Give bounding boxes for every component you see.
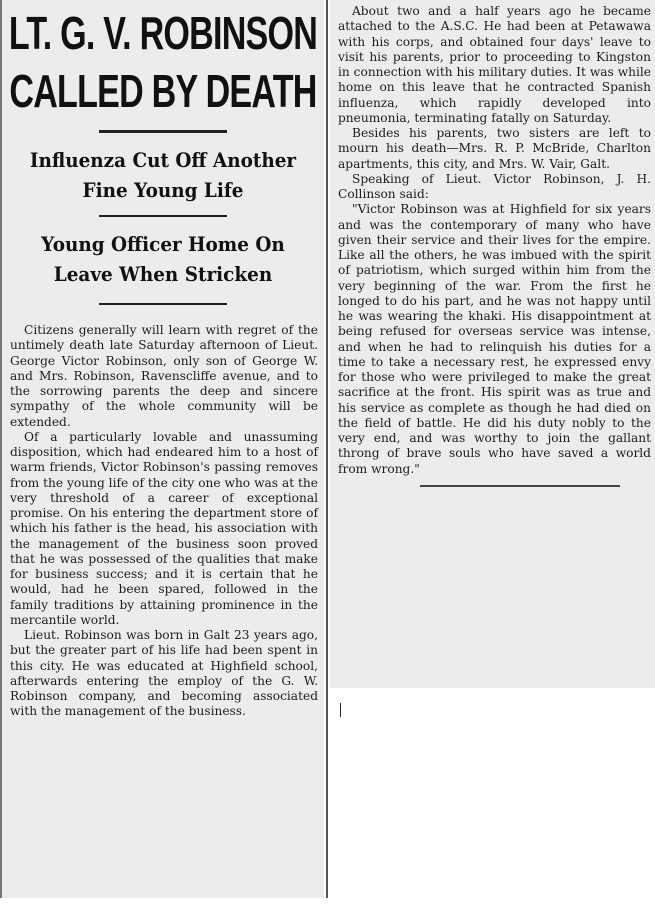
column-rule [326,0,328,898]
right-body [338,4,651,477]
paragraph: Citizens generally will learn with regret of the untimely death late Saturday afternoon of Lieut. George Victor Robinson, only son of George W. and Mrs. Robinson, Ravenscliffe avenue, and to the sorrowing parents the deep and sincere sympathy of the whole community will be extended. [10,323,318,429]
text-cursor-mark [340,703,341,717]
end-rule [420,485,620,487]
right-column [330,0,655,688]
subhead-1: Influenza Cut Off Another Fine Young Life [29,148,297,202]
paragraph: Lieut. Robinson was born in Galt 23 years ago, but the greater part of his life had been spent in this city. He was educated at Highfield school, afterwards entering the employ of the G. W. Robinson company, and becoming associated with the management of the business. [10,628,318,719]
headline-rule [99,130,227,133]
subhead-2: Young Officer Home On Leave When Stricken [41,232,285,286]
left-body [10,323,318,720]
paragraph: Speaking of Lieut. Victor Robinson, J. H. Collinson said: [338,171,651,201]
subhead-rule-1 [99,215,227,217]
headline: LT. G. V. ROBINSON CALLED BY DEATH [8,7,318,117]
paragraph: About two and a half years ago he became attached to the A.S.C. He had been at Petawawa with his corps, and obtained four days' leave to visit his parents, prior to proceeding to Kingston in connection with his military duties. It was while home on this leave that he contracted Spanish influenza, which rapidly developed into pneumonia, terminating fatally on Saturday. [338,4,651,125]
subhead-rule-2 [99,303,227,305]
left-border [0,0,2,898]
paragraph: Besides his parents, two sisters are left to mourn his death—Mrs. R. P. McBride, Charlton apartments, this city, and Mrs. W. Vair, Galt. [338,126,651,171]
paragraph: Of a particularly lovable and unassuming disposition, which had endeared him to a host of warm friends, Victor Robinson's passing removes from the young life of the city one who was at the very threshold of a career of exceptional promise. On his entering the department store of which his father is the head, his association with the management of the business soon proved that he was possessed of the qualities that make for business success; and it is certain that he would, had he been spared, followed in the family traditions by attaining prominence in the mercantile world. [10,429,318,627]
left-column [2,0,324,898]
paragraph: "Victor Robinson was at Highfield for six years and was the contemporary of many who have given their service and their lives for the empire. Like all the others, he was imbued with the spirit of patriotism, which surged within him from the very beginning of the war. From the first he longed to do his part, and he was not happy until he was wearing the khaki. His disappointment at being refused for overseas service was intense, and when he had to relinquish his duties for a time to take a necessary rest, he expressed envy for those who were privileged to make the great sacrifice at the front. His spirit was as true and his service as complete as though he had died on the field of battle. He did his duty nobly to the very end, and was worthy to join the gallant throng of brave souls who have saved a world from wrong." [338,202,651,476]
